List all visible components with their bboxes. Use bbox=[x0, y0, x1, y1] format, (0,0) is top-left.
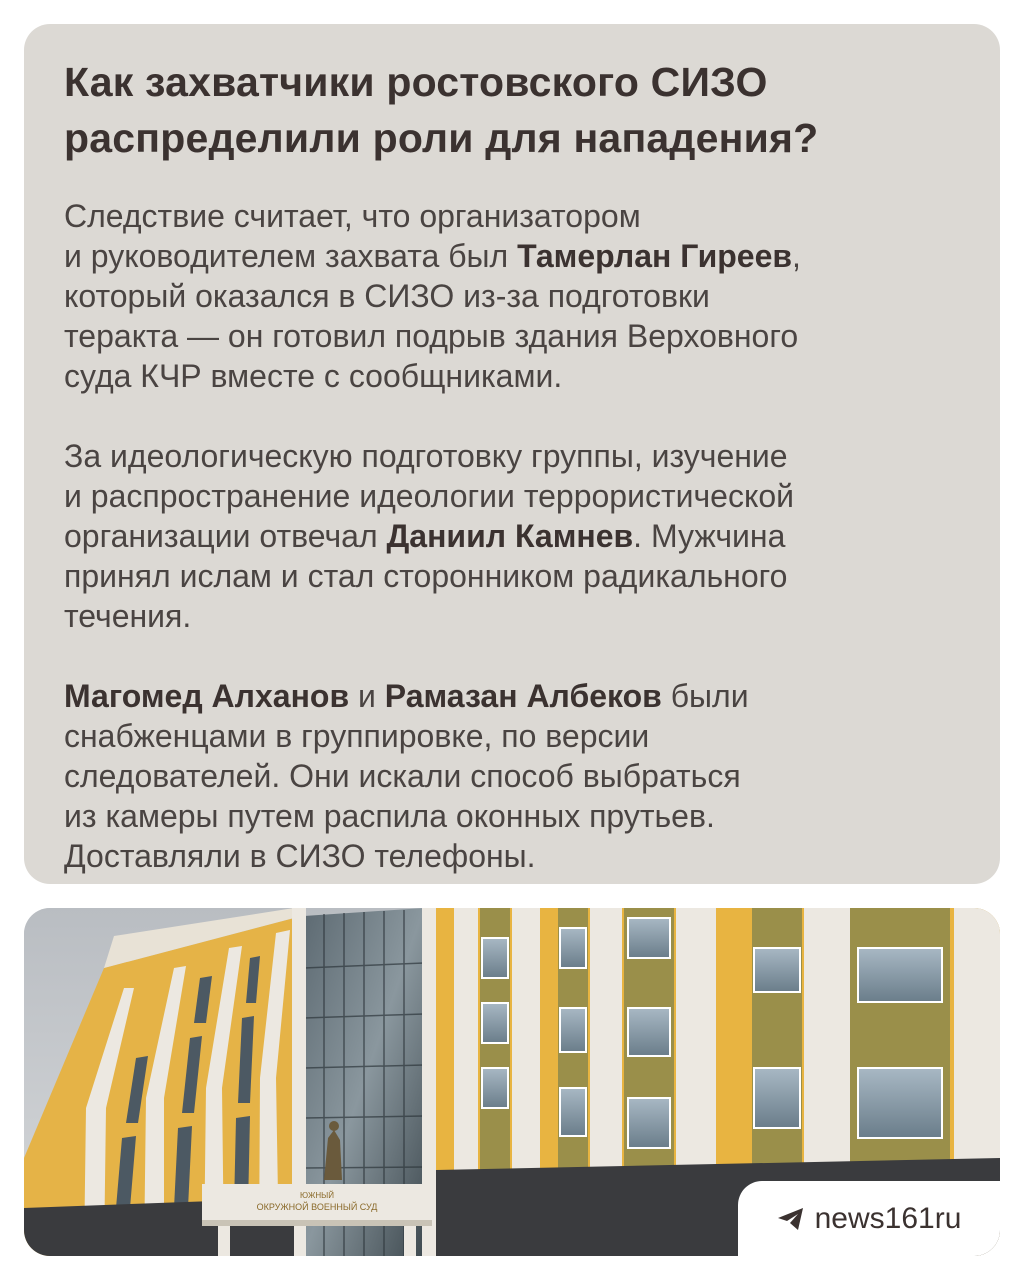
text-span: принял ислам и стал сторонником радикального bbox=[64, 558, 788, 594]
text-span: были bbox=[661, 678, 749, 714]
text-span: За идеологическую подготовку группы, изучение bbox=[64, 438, 788, 474]
paragraph-organizer bbox=[64, 196, 960, 396]
text-span: который оказался в СИЗО из-за подготовки bbox=[64, 278, 710, 314]
building-photo bbox=[24, 908, 1000, 1256]
text-span: Следствие считает, что организатором bbox=[64, 198, 641, 234]
text-span: и bbox=[349, 678, 385, 714]
text-span: и руководителем захвата был bbox=[64, 238, 518, 274]
text-span: снабженцами в группировке, по версии bbox=[64, 718, 650, 754]
person-name: Даниил Камнев bbox=[386, 518, 634, 554]
channel-badge[interactable] bbox=[738, 1181, 1000, 1256]
text-span: теракта — он готовил подрыв здания Верховного bbox=[64, 318, 799, 354]
person-name: Рамазан Албеков bbox=[384, 678, 662, 714]
headline-line-1: Как захватчики ростовского СИЗО bbox=[64, 59, 768, 105]
telegram-icon bbox=[777, 1207, 805, 1231]
person-name: Магомед Алханов bbox=[64, 678, 350, 714]
text-card bbox=[24, 24, 1000, 884]
text-span: организации отвечал bbox=[64, 518, 387, 554]
person-name: Тамерлан Гиреев bbox=[517, 238, 793, 274]
text-span: , bbox=[792, 238, 801, 274]
headline-line-2: распределили роли для нападения? bbox=[64, 115, 819, 161]
headline bbox=[64, 54, 960, 166]
paragraph-ideology bbox=[64, 436, 960, 636]
text-span: и распространение идеологии террористической bbox=[64, 478, 794, 514]
text-span: следователей. Они искали способ выбраться bbox=[64, 758, 741, 794]
text-span: из камеры путем распила оконных прутьев. bbox=[64, 798, 715, 834]
text-span: течения. bbox=[64, 598, 192, 634]
text-span: . Мужчина bbox=[633, 518, 786, 554]
channel-handle: news161ru bbox=[814, 1201, 962, 1235]
court-sign-line-2: ОКРУЖНОЙ ВОЕННЫЙ СУД bbox=[256, 1202, 378, 1212]
court-sign-line-1: ЮЖНЫЙ bbox=[300, 1191, 334, 1200]
text-span: Доставляли в СИЗО телефоны. bbox=[64, 838, 536, 874]
text-span: суда КЧР вместе с сообщниками. bbox=[64, 358, 563, 394]
paragraph-suppliers bbox=[64, 676, 960, 876]
